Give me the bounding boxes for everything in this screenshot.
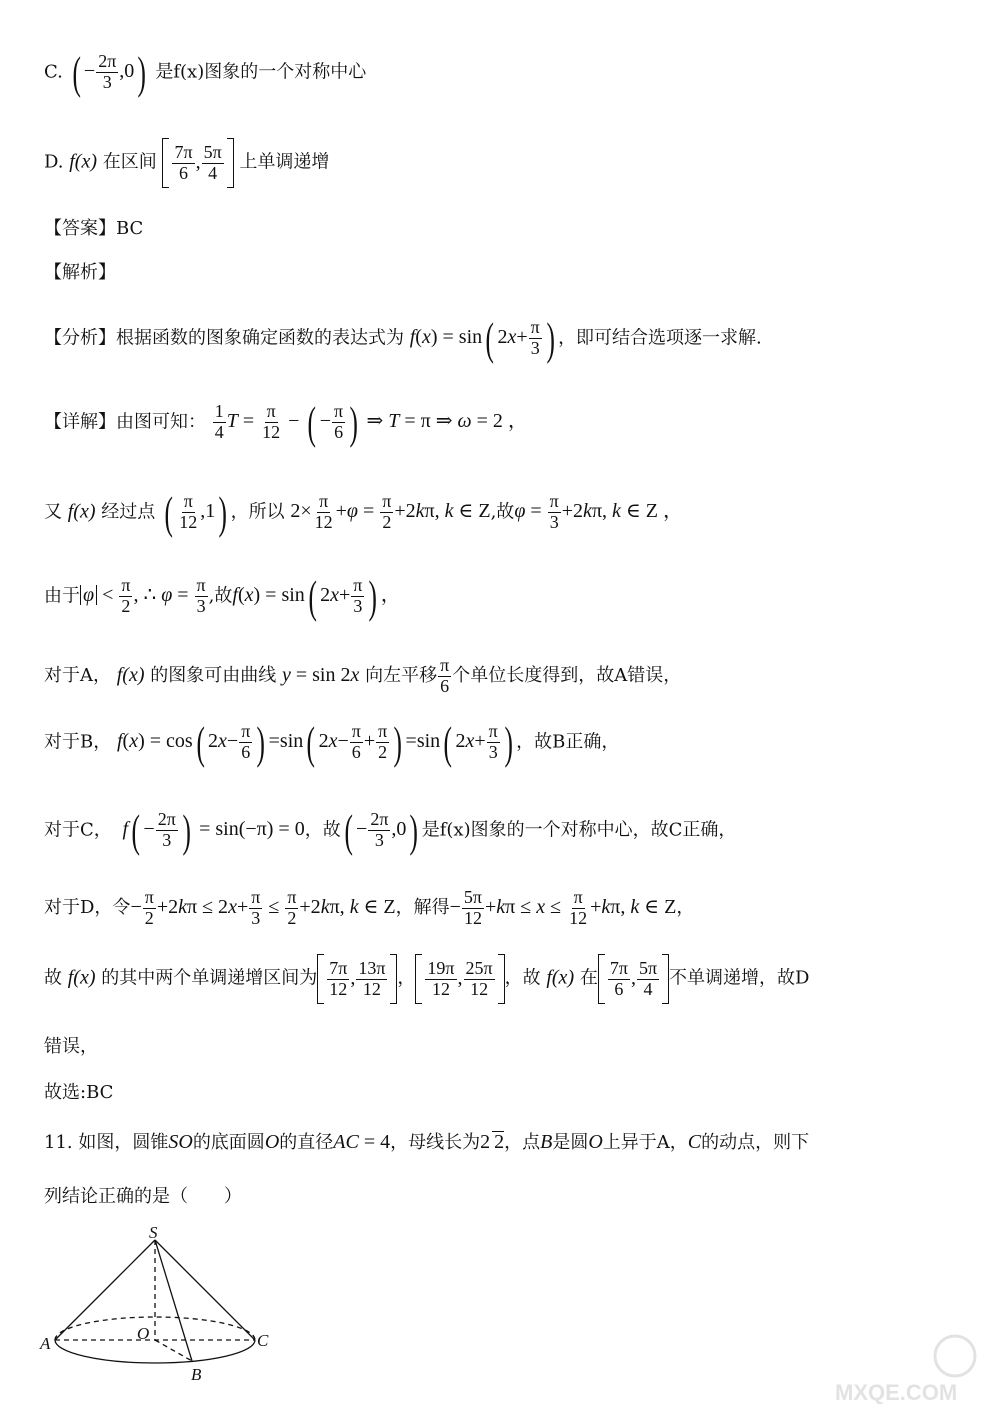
d2-t1: 故 — [44, 967, 62, 989]
math-fx: f(x) — [546, 966, 575, 989]
d2-t5: 在 — [579, 967, 598, 989]
a-t1: 对于A， — [44, 664, 111, 686]
d2-t4: ，故 — [504, 967, 541, 989]
math-expression: f(x) = sin( 2x+ $\frac{\pi}{3}$ ) — [409, 313, 555, 364]
math-phi-eq: 2× $\frac{\pi}{12}$ +φ = $\frac{\pi}{2}$ +2kπ, k ∈ Z — [290, 491, 491, 533]
math-phi-result: φ = $\frac{\pi}{3}$ +2kπ, k ∈ Z ， — [514, 491, 683, 533]
choice-line — [44, 1082, 960, 1104]
math-fx: f(x) — [67, 500, 96, 523]
pass-line — [44, 487, 960, 538]
math-fx: f(x) — [116, 663, 145, 686]
a-t4: 个单位长度得到，故A错误， — [452, 664, 682, 686]
analysis-label: 【分析】 — [44, 327, 116, 349]
watermark-logo — [830, 1334, 980, 1408]
math-interval-2: $\frac{19\pi}{12}$ , $\frac{25\pi}{12}$ — [415, 967, 504, 989]
option-c-text: 是f(x)图象的一个对称中心 — [155, 61, 367, 83]
phi-line — [44, 571, 960, 622]
choice-text: 故选:BC — [44, 1082, 114, 1103]
phi-t2: ,故 — [208, 585, 233, 607]
math-d-ineq: − $\frac{\pi}{2}$ +2kπ ≤ 2x+ $\frac{\pi}{3}$ ≤ $\frac{\pi}{2}$ +2kπ, k ∈ Z — [130, 887, 396, 928]
q11-t5: 是圆 — [552, 1132, 589, 1153]
math-phi-bound: φ < $\frac{\pi}{2}$ , ∴ φ = $\frac{\pi}{3}$ — [80, 584, 209, 606]
detail-text: 由图可知： — [116, 411, 206, 433]
math-curve: y = sin 2x — [281, 663, 360, 686]
line-d3 — [44, 1036, 960, 1058]
question-11 — [44, 1130, 960, 1154]
q11-t2: 的直径 — [279, 1132, 334, 1153]
option-c — [44, 47, 960, 98]
c-t3: 是f(x)图象的一个对称中心，故C正确， — [421, 819, 737, 841]
c-t2: ，故 — [304, 819, 341, 841]
analysis-text: 根据函数的图象确定函数的表达式为 — [116, 327, 404, 349]
math-b: B — [540, 1131, 553, 1153]
math-o2: O — [588, 1131, 603, 1153]
math-c-point: ( − $\frac{2\pi}{3}$ ,0) — [72, 47, 147, 98]
math-c-center: ( − $\frac{2\pi}{3}$ ,0) — [344, 805, 419, 856]
b-t1: 对于B， — [44, 731, 112, 753]
cone-figure — [30, 1222, 290, 1392]
label-a: A — [40, 1334, 51, 1353]
base-front-arc — [55, 1340, 255, 1363]
question-11-line2 — [44, 1186, 960, 1208]
answer-line — [44, 218, 960, 240]
phi-t1: 由于 — [44, 585, 80, 607]
line-d2 — [44, 954, 960, 1004]
q11-t4: ，点 — [504, 1132, 541, 1153]
pass-t1: 又 — [44, 501, 62, 523]
d-t1: 对于D，令 — [44, 896, 131, 918]
math-fx: f(x) — [67, 966, 96, 989]
label-b: B — [191, 1365, 202, 1384]
math-interval-1: $\frac{7\pi}{12}$ , $\frac{13\pi}{12}$ — [317, 967, 397, 989]
option-d-post: 上单调递增 — [239, 151, 330, 173]
d2-t2: 的其中两个单调递增区间为 — [101, 967, 318, 989]
watermark-text: MXQE.COM — [835, 1380, 958, 1404]
math-period: $\frac{1}{4}$ T = $\frac{\pi}{12}$ − ( − $\frac{\pi}{6}$ ) ⇒ T = π ⇒ ω = 2 ， — [214, 397, 528, 448]
q11-t3: ，母线长为 — [390, 1132, 481, 1153]
math-o: O — [264, 1131, 280, 1153]
a-t2: 的图象可由曲线 — [150, 664, 277, 686]
label-s: S — [149, 1223, 158, 1242]
q11-num: 11. 如图，圆锥 — [44, 1132, 169, 1153]
b-t2: ，故B正确， — [516, 731, 620, 753]
math-d-solve: − $\frac{5\pi}{12}$ +kπ ≤ x ≤ $\frac{\pi}{12}$ +kπ, k ∈ Z — [449, 887, 677, 928]
line-c — [44, 805, 960, 856]
math-point: ( $\frac{\pi}{12}$ ,1) — [164, 487, 228, 538]
base-back-arc — [55, 1317, 255, 1340]
math-b: f(x) = cos( 2x− $\frac{\pi}{6}$ ) =sin( 2x− $\frac{\pi}{6}$ + $\frac{\pi}{2}$ ) =sin( 2x+ $\frac{\pi}{3}$ ) — [116, 717, 513, 768]
math-c-pt: C — [687, 1131, 702, 1153]
analysis-line — [44, 313, 960, 364]
math-fx: f(x) — [69, 150, 98, 173]
pass-t3: ，所以 — [230, 501, 285, 523]
q11-t7: 的动点，则下 — [701, 1132, 810, 1153]
label-o: O — [137, 1324, 150, 1343]
math-so: SO — [168, 1131, 193, 1153]
math-sqrt: 2 2 — [480, 1131, 505, 1153]
analysis-text-end: ，即可结合选项逐一求解. — [558, 327, 762, 349]
d-t2: ，解得 — [395, 896, 450, 918]
analysis-header-label: 【解析】 — [44, 262, 116, 283]
detail-label: 【详解】 — [44, 411, 116, 433]
label-c: C — [257, 1331, 269, 1350]
detail-line — [44, 397, 960, 448]
math-shift: $\frac{\pi}{6}$ — [440, 655, 450, 696]
option-d — [44, 138, 960, 188]
q11-t6: 上异于A， — [602, 1132, 688, 1153]
math-d-interval: $\frac{7\pi}{6}$ , $\frac{5\pi}{4}$ — [162, 151, 233, 173]
d2-t6: 不单调递增，故D — [669, 967, 810, 989]
line-a — [44, 656, 960, 697]
a-t3: 向左平移 — [365, 664, 438, 686]
q11-t1: 的底面圆 — [192, 1132, 265, 1153]
pass-t2: 经过点 — [101, 501, 156, 523]
line-b — [44, 717, 960, 768]
pass-t4: ,故 — [490, 501, 515, 523]
d2-t3: ， — [397, 967, 416, 989]
math-ac: AC = 4 — [333, 1131, 391, 1153]
math-interval-3: $\frac{7\pi}{6}$ , $\frac{5\pi}{4}$ — [598, 967, 669, 989]
analysis-header — [44, 262, 960, 284]
option-c-label: C. — [44, 61, 63, 83]
q11-line2: 列结论正确的是（ ） — [44, 1186, 242, 1207]
d3-t1: 错误， — [44, 1036, 98, 1057]
math-c: f( − $\frac{2\pi}{3}$ ) = sin(−π) = 0 — [122, 805, 305, 856]
c-t1: 对于C， — [44, 819, 112, 841]
answer-label: 【答案】BC — [44, 218, 144, 239]
option-d-pre: 在区间 — [102, 151, 157, 173]
line-d — [44, 888, 960, 929]
d-t3: ， — [676, 896, 695, 918]
math-fx-final: f(x) = sin( 2x+ $\frac{\pi}{3}$ ) ， — [232, 571, 401, 622]
option-d-label: D. — [44, 151, 64, 173]
